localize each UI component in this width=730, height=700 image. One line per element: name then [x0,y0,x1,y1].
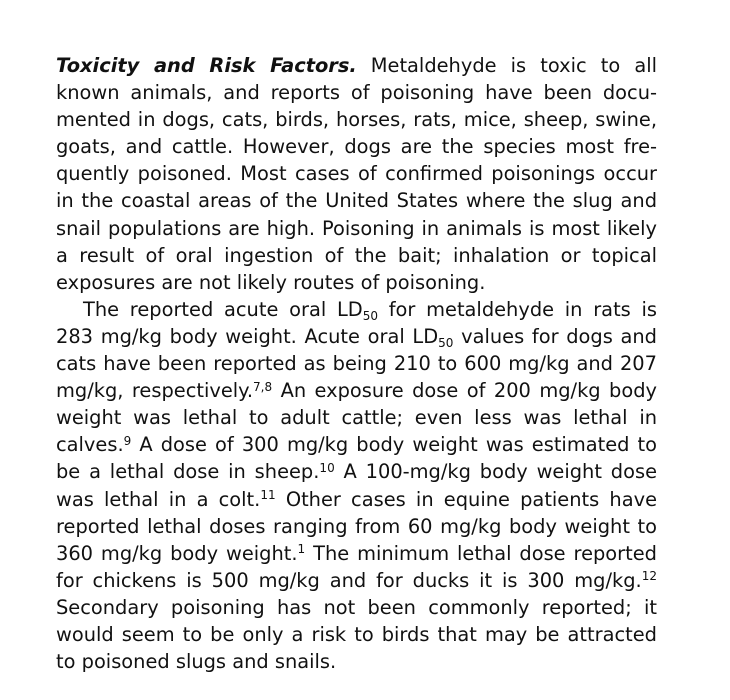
citation-ref: 7,8 [253,379,273,394]
subscript-50: 50 [438,336,454,351]
citation-ref: 1 [297,542,306,557]
text-segment: A dose of 300 mg/kg body weight was estimated to be a lethal dose in sheep. [56,433,657,484]
citation-ref: 9 [123,433,132,448]
text-segment: An exposure dose of 200 mg/kg body weight was lethal to adult cattle; even less was lethal in calves. [56,379,657,457]
document-body [56,52,657,675]
text-segment: Other cases in equine patients have reported lethal doses ranging from 60 mg/kg body weight to 360 mg/kg body weight. [56,487,657,565]
paragraph-toxicity-intro [56,52,657,296]
citation-ref: 12 [641,569,657,584]
subscript-50: 50 [362,309,378,324]
text-segment: The reported acute oral LD [83,297,363,321]
text-segment: The minimum lethal dose reported for chickens is 500 mg/kg and for ducks it is 300 mg/kg. [56,541,657,592]
text-segment: for metaldehyde in rats is 283 mg/kg body weight. Acute oral LD [56,297,657,348]
citation-ref: 10 [319,460,335,475]
citation-ref: 11 [260,487,276,502]
section-heading: Toxicity and Risk Factors. [56,54,357,77]
text-segment: values for dogs and cats have been reported as being 210 to 600 mg/kg and 207 mg/kg, respectively. [56,324,657,403]
paragraph-ld50-values [56,296,657,675]
text-segment: A 100-mg/kg body weight dose was lethal in a colt. [56,460,657,511]
paragraph-text: Metaldehyde is toxic to all known animals, and reports of poisoning have been documented in dogs, cats, birds, horses, rats, mice, sheep, swine, goats, and cattle. However, dogs are the species most frequently poisoned. Most cases of confirmed poisonings occur in the coastal areas of the United States where the slug and snail populations are high. Poisoning in animals is most likely a result of oral ingestion of the bait; inhalation or topical exposures are not likely routes of poisoning. [56,54,657,294]
text-segment: Secondary poisoning has not been commonly reported; it would seem to be only a risk to birds that may be attracted to poisoned slugs and snails. [56,595,657,674]
